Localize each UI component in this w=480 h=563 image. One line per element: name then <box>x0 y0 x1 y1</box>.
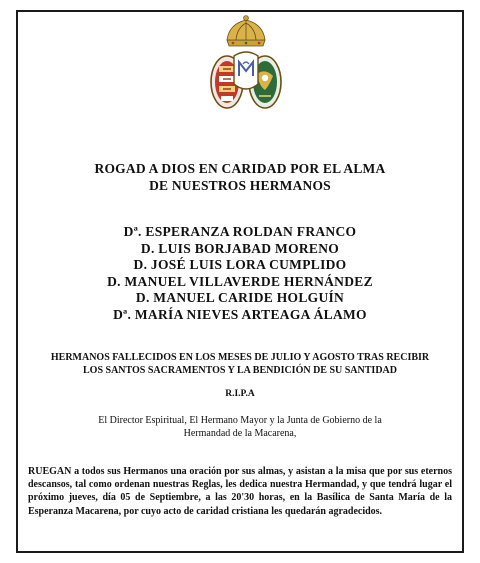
heading-line-1: ROGAD A DIOS EN CARIDAD POR EL ALMA <box>94 161 386 176</box>
deceased-name: D. LUIS BORJABAD MORENO <box>140 240 340 256</box>
center-shield-icon <box>234 52 258 89</box>
signature-line-2: Hermandad de la Macarena, <box>183 428 297 439</box>
deceased-names-list <box>0 224 480 324</box>
deceased-name: D. MANUEL CARIDE HOLGUÍN <box>135 290 345 306</box>
paragraph-lead: RUEGAN <box>28 466 72 477</box>
note-line-1: HERMANOS FALLECIDOS EN LOS MESES DE JULIO Y AGOSTO TRAS RECIBIR <box>50 352 430 363</box>
note-line-2: LOS SANTOS SACRAMENTOS Y LA BENDICIÓN DE SU SANTIDAD <box>83 365 397 376</box>
heading-line-2: DE NUESTROS HERMANOS <box>149 178 331 193</box>
paragraph-body: a todos sus Hermanos una oración por sus almas, y asistan a la misa que por sus eternos descansos, tal como ordenan nuestras Reglas, les dedica nuestra Hermandad, y que tendrá lugar el próximo jueves, día 05 de Septiembre, a las 20'30 horas, en la Basílica de Santa María de la Esperanza Macarena, por cuyo acto de caridad cristiana les quedarán agradecidos. <box>28 466 452 517</box>
signature-line-1: El Director Espiritual, El Hermano Mayor y la Junta de Gobierno de la <box>98 415 382 426</box>
crown-icon <box>227 16 265 47</box>
hermandad-crest-icon <box>203 14 289 118</box>
mass-invitation-paragraph <box>28 465 452 518</box>
deceased-name: Dª. MARÍA NIEVES ARTEAGA ÁLAMO <box>113 306 367 322</box>
ripa-text: R.I.P.A <box>225 389 255 399</box>
deceased-name: D. MANUEL VILLAVERDE HERNÁNDEZ <box>107 273 373 289</box>
deceased-name: Dª. ESPERANZA ROLDAN FRANCO <box>123 224 357 239</box>
deceased-name: D. JOSÉ LUIS LORA CUMPLIDO <box>133 257 347 273</box>
